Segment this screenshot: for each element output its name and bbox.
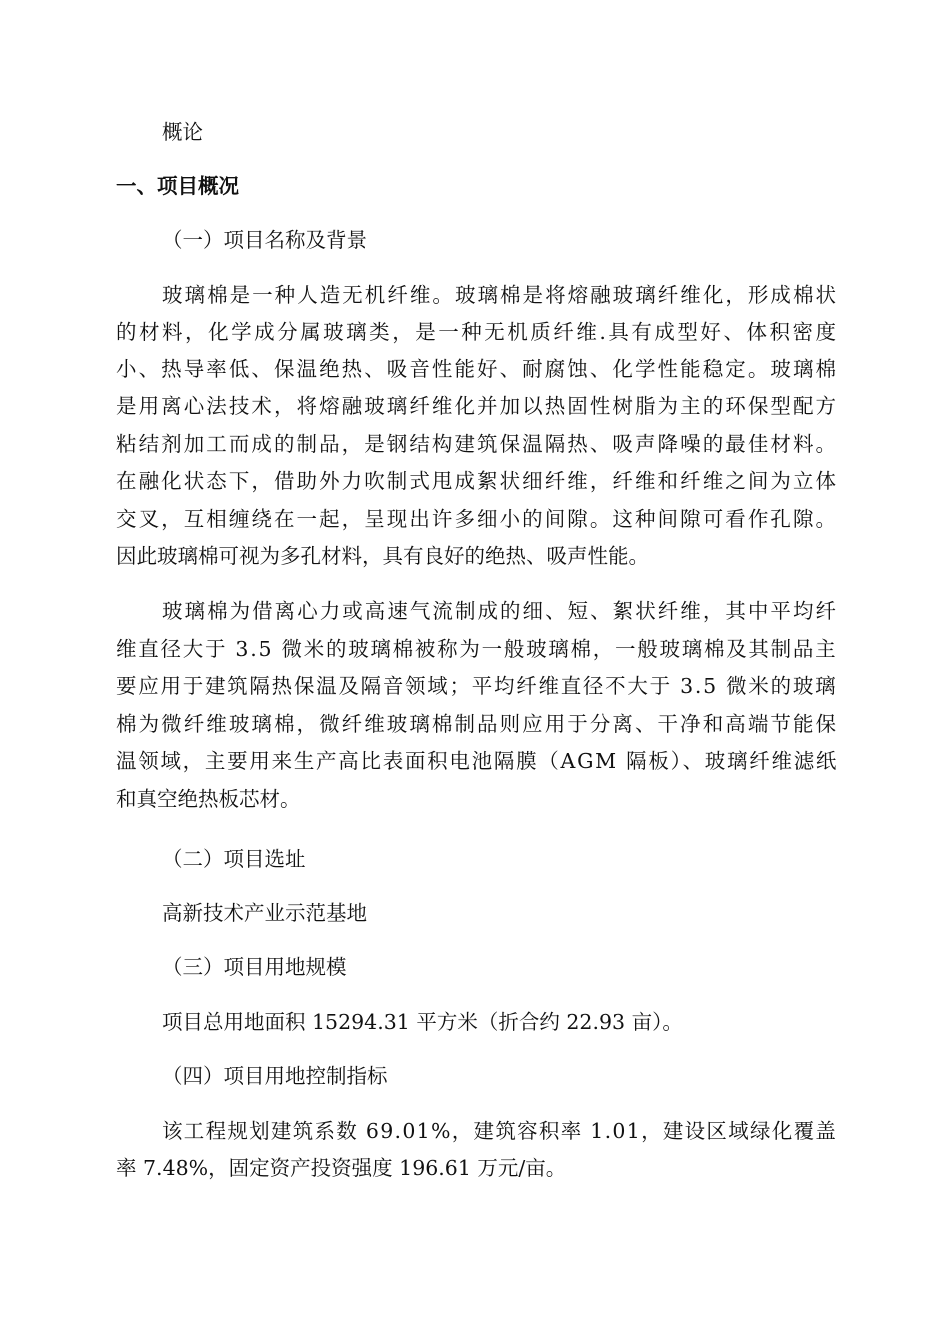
paragraph-line: 粘结剂加工而成的制品，是钢结构建筑保温隔热、吸声降噪的最佳材料。: [116, 432, 839, 456]
paragraph-line: 的材料，化学成分属玻璃类，是一种无机质纤维.具有成型好、体积密度: [116, 320, 839, 344]
subsection-heading-4: （四）项目用地控制指标: [162, 1064, 388, 1088]
paragraph-line: 温领域，主要用来生产高比表面积电池隔膜（AGM 隔板）、玻璃纤维滤纸: [116, 749, 839, 773]
paragraph-line: 小、热导率低、保温绝热、吸音性能好、耐腐蚀、化学性能稳定。玻璃棉: [116, 357, 839, 381]
site-location-text: 高新技术产业示范基地: [162, 901, 367, 925]
paragraph-line: 率 7.48%，固定资产投资强度 196.61 万元/亩。: [116, 1156, 567, 1180]
paragraph-line: 玻璃棉为借离心力或高速气流制成的细、短、絮状纤维，其中平均纤: [162, 599, 839, 623]
subsection-heading-3: （三）项目用地规模: [162, 955, 347, 979]
subsection-heading-1: （一）项目名称及背景: [162, 228, 367, 252]
overview-title: 概论: [162, 120, 203, 144]
paragraph-line: 玻璃棉是一种人造无机纤维。玻璃棉是将熔融玻璃纤维化，形成棉状: [162, 283, 839, 307]
paragraph-line: 在融化状态下，借助外力吹制式甩成絮状细纤维，纤维和纤维之间为立体: [116, 469, 839, 493]
section-heading-1: 一、项目概况: [116, 174, 239, 198]
paragraph-line: 棉为微纤维玻璃棉，微纤维玻璃棉制品则应用于分离、干净和高端节能保: [116, 712, 839, 736]
paragraph-line: 因此玻璃棉可视为多孔材料，具有良好的绝热、吸声性能。: [116, 544, 649, 568]
paragraph-line: 该工程规划建筑系数 69.01%，建筑容积率 1.01，建设区域绿化覆盖: [162, 1119, 838, 1143]
subsection-heading-2: （二）项目选址: [162, 847, 306, 871]
land-area-text: 项目总用地面积 15294.31 平方米（折合约 22.93 亩）。: [162, 1010, 683, 1034]
paragraph-line: 要应用于建筑隔热保温及隔音领域；平均纤维直径不大于 3.5 微米的玻璃: [116, 674, 838, 698]
paragraph-line: 交叉，互相缠绕在一起，呈现出许多细小的间隙。这种间隙可看作孔隙。: [116, 507, 839, 531]
paragraph-line: 是用离心法技术，将熔融玻璃纤维化并加以热固性树脂为主的环保型配方: [116, 394, 839, 418]
paragraph-line: 和真空绝热板芯材。: [116, 787, 301, 811]
paragraph-line: 维直径大于 3.5 微米的玻璃棉被称为一般玻璃棉，一般玻璃棉及其制品主: [116, 637, 838, 661]
